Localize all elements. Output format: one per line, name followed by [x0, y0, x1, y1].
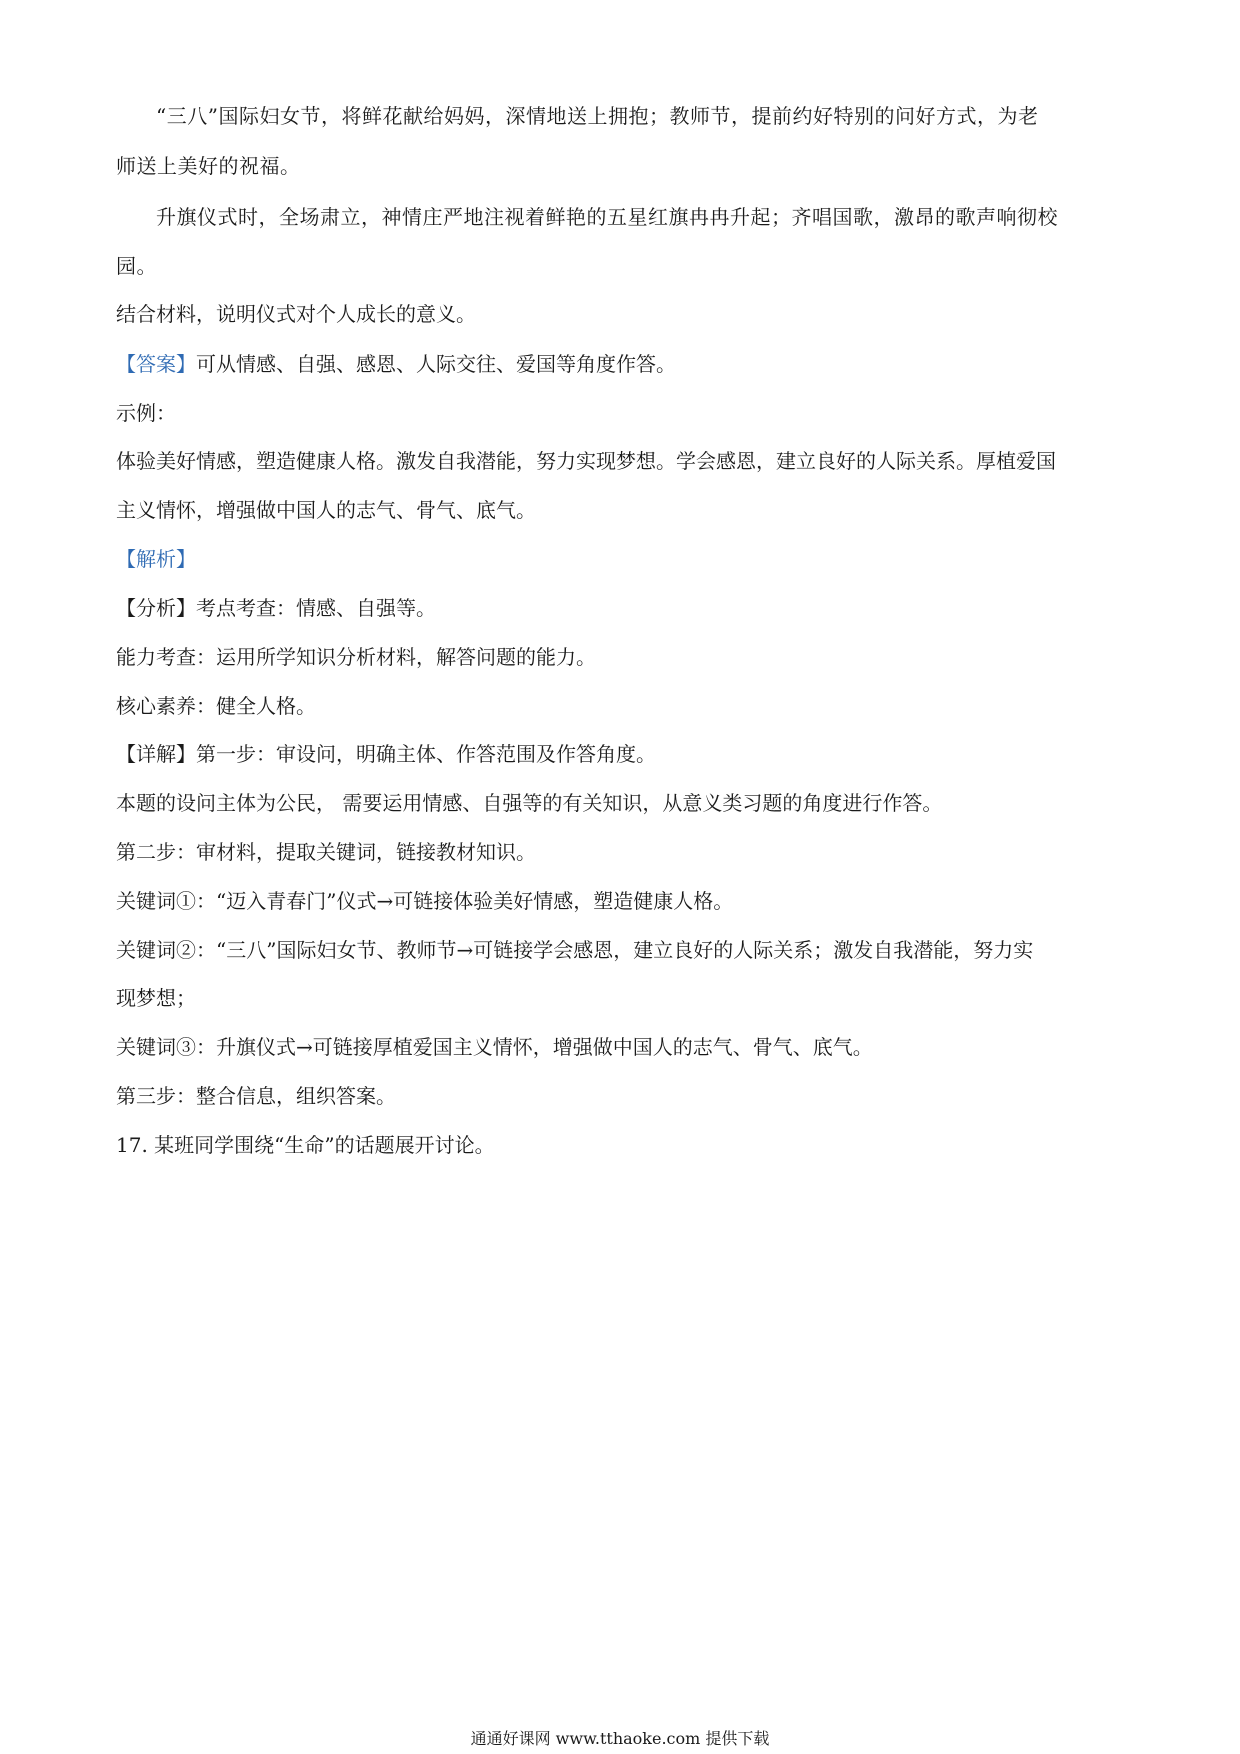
example-line-1: 体验美好情感，塑造健康人格。激发自我潜能，努力实现梦想。学会感恩，建立良好的人际关系。厚植爱国: [116, 449, 1056, 473]
answer-text: 可从情感、自强、感恩、人际交往、爱国等角度作答。: [196, 352, 676, 376]
example-line-2: 主义情怀，增强做中国人的志气、骨气、底气。: [116, 498, 536, 522]
analysis-ability: 能力考查：运用所学知识分析材料，解答问题的能力。: [116, 645, 596, 669]
analysis-step-3: 第三步：整合信息，组织答案。: [116, 1084, 396, 1108]
analysis-step-1-detail: 本题的设问主体为公民， 需要运用情感、自强等的有关知识，从意义类习题的角度进行作答。: [116, 791, 943, 815]
next-question: 17. 某班同学围绕“生命”的话题展开讨论。: [116, 1133, 495, 1157]
analysis-tag: 【解析】: [116, 547, 196, 571]
analysis-keyword-2-line-2: 现梦想；: [116, 986, 196, 1010]
analysis-keyword-2-line-1: 关键词②：“三八”国际妇女节、教师节→可链接学会感恩，建立良好的人际关系；激发自我潜能，努力实: [116, 938, 1034, 962]
answer-tag: 【答案】: [116, 352, 196, 376]
analysis-step-2: 第二步：审材料，提取关键词，链接教材知识。: [116, 840, 536, 864]
analysis-keyword-3: 关键词③：升旗仪式→可链接厚植爱国主义情怀，增强做中国人的志气、骨气、底气。: [116, 1035, 873, 1059]
question-text: 结合材料，说明仪式对个人成长的意义。: [116, 302, 476, 326]
answer-line: [116, 350, 676, 378]
analysis-keyword-1: 关键词①：“迈入青春门”仪式→可链接体验美好情感，塑造健康人格。: [116, 889, 734, 913]
analysis-step-1: 【详解】第一步：审设问，明确主体、作答范围及作答角度。: [116, 742, 656, 766]
analysis-literacy: 核心素养：健全人格。: [116, 694, 316, 718]
footer-source: 通通好课网 www.tthaoke.com 提供下载: [470, 1729, 770, 1748]
example-label: 示例：: [116, 401, 176, 425]
material-paragraph-2-line-2: 园。: [116, 254, 157, 278]
material-paragraph-1-line-1: “三八”国际妇女节，将鲜花献给妈妈，深情地送上拥抱；教师节，提前约好特别的问好方式，为老: [156, 104, 1039, 128]
material-paragraph-2-line-1: 升旗仪式时，全场肃立，神情庄严地注视着鲜艳的五星红旗冉冉升起；齐唱国歌，激昂的歌声响彻校: [156, 205, 1058, 229]
analysis-fenxi: 【分析】考点考查：情感、自强等。: [116, 596, 436, 620]
material-paragraph-1-line-2: 师送上美好的祝福。: [116, 154, 301, 178]
